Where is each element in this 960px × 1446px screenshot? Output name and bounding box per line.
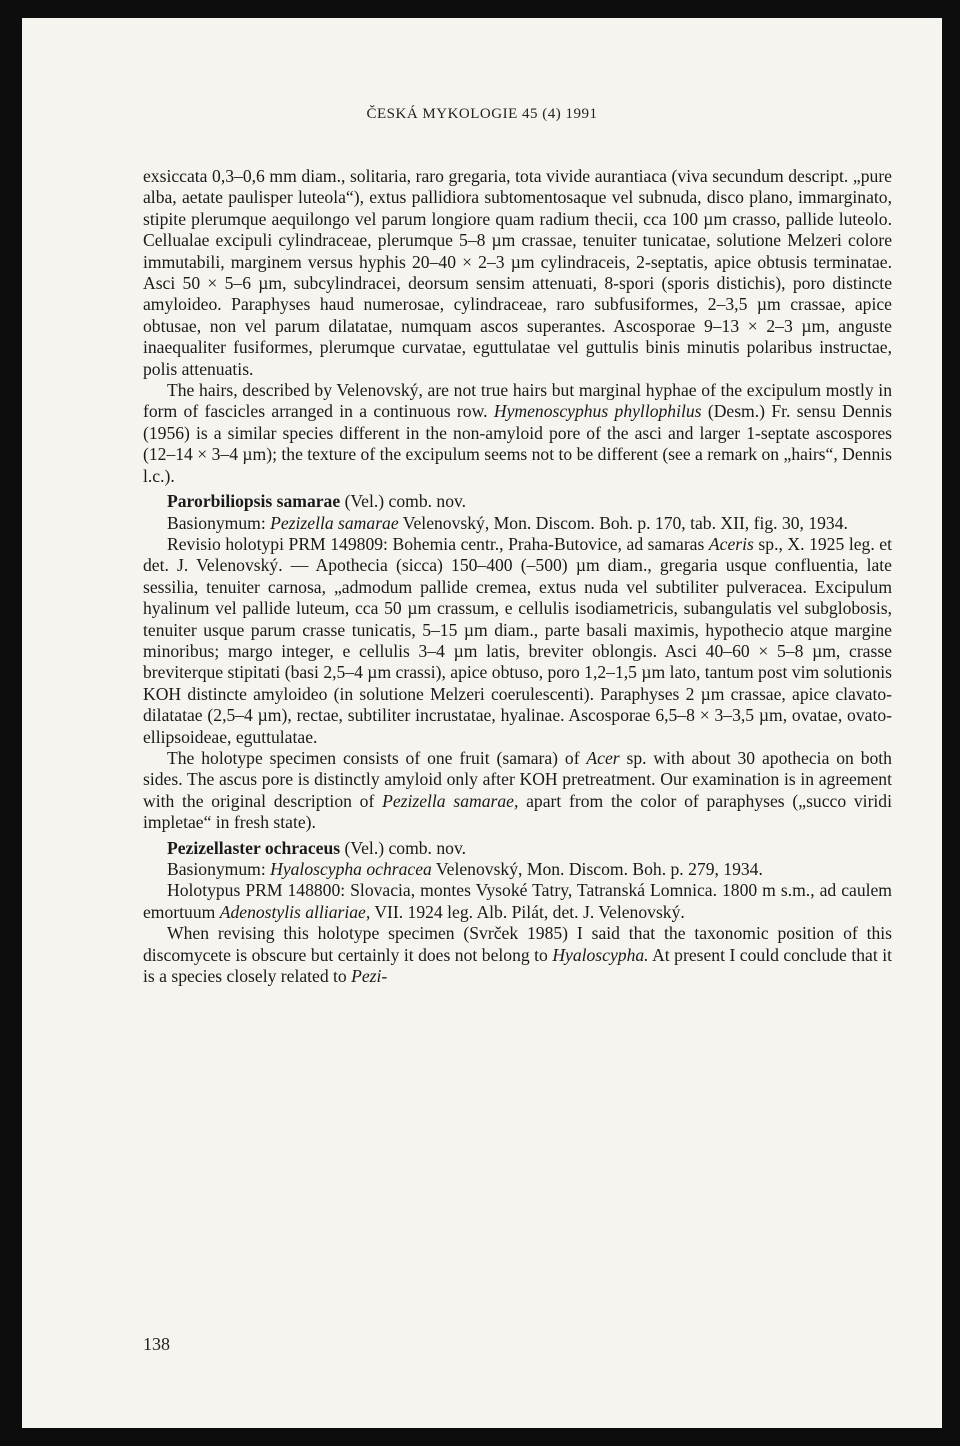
species-name: Parorbiliopsis samarae [167,491,341,512]
taxon-name: Hymenoscyphus phyllophilus [493,401,702,422]
holotypus-entry: Holotypus PRM 148800: Slovacia, montes Vysoké Tatry, Tatranská Lomnica. 1800 m s.m., ad caulem emortuum Adenostylis alliariae, VII. 1924 leg. Alb. Pilát, det. J. Velenovský. [143,880,892,922]
paragraph-revising: When revising this holotype specimen (Svrček 1985) I said that the taxonomic position of this discomycete is obscure but certainly it does not belong to Hyaloscypha. At present I could conclude that it is a species closely related to Pezi- [143,923,892,987]
species-heading-pezizellaster: Pezizellaster ochraceus (Vel.) comb. nov. [167,837,467,858]
running-head: ČESKÁ MYKOLOGIE 45 (4) 1991 [366,106,598,122]
page [22,18,942,1428]
basionym-hyaloscypha: Basionymum: Hyaloscypha ochracea Velenovský, Mon. Discom. Boh. p. 279, 1934. [167,859,763,879]
species-name: Pezizellaster ochraceus [167,837,341,858]
basionym-pezizella: Basionymum: Pezizella samarae Velenovský, Mon. Discom. Boh. p. 170, tab. XII, fig. 30, 1934. [167,512,848,533]
paragraph-holotype-specimen: The holotype specimen consists of one fruit (samara) of Acer sp. with about 30 apothecia on both sides. The ascus pore is distinctly amyloid only after KOH pretreatment. Our examination is in agreement with the original description of Pezizella samarae, apart from the color of paraphyses („succo viridi impletae“ in fresh state). [143,747,892,833]
page-number: 138 [143,1334,170,1354]
revisio-holotypi: Revisio holotypi PRM 149809: Bohemia centr., Praha-Butovice, ad samaras Aceris sp., X. 1925 leg. et det. J. Velenovský. — Apothecia (sicca) 150–400 (–500) µm diam., gregaria usque confluentia, late sessilia, tenuiter carnosa, „admodum pallide cremea, extus nuda vel subtiliter pulveracea. Excipulum hyalinum vel pallide luteum, cca 50 µm crassum, e cellulis isodiametricis, subangulatis vel subglobosis, tenuiter usque parum crasse tunicatis, 5–15 µm diam., parte basali maximis, hypothecio atque margine minoribus; margo integer, e cellulis 3–4 µm latis, breviter oblongis. Asci 40–60 × 5–8 µm, crasse breviterque stipitati (basi 2,5–4 µm crassi), apice obtuso, poro 1,2–1,5 µm lato, tantum post vim solutionis KOH distincte amyloideo (in solutione Melzeri coerulescenti). Paraphyses 2 µm crassae, apice clavato-dilatatae (2,5–4 µm), rectae, subtiliter incrustatae, hyalinae. Ascosporae 6,5–8 × 3–3,5 µm, ovatae, ovato-ellipsoideae, eguttulatae. [143,533,892,747]
paragraph-hairs: The hairs, described by Velenovský, are not true hairs but marginal hyphae of the excipulum mostly in form of fascicles arranged in a continuous row. Hymenoscyphus phyllophilus (Desm.) Fr. sensu Dennis (1956) is a similar species different in the non-amyloid pore of the asci and larger 1-septate ascospores (12–14 × 3–4 µm); the texture of the excipulum seems not to be different (see a remark on „hairs“, Dennis l.c.). [143,380,892,486]
species-heading-parorbiliopsis: Parorbiliopsis samarae (Vel.) comb. nov. [167,491,467,512]
latin-description-continued: exsiccata 0,3–0,6 mm diam., solitaria, raro gregaria, tota vivide aurantiaca (viva secundum descript. „pure alba, aetate paulisper luteola“), extus pallidiora subtomentosaque vel subnuda, disco plano, immarginato, stipite plerumque aequilongo vel parum longiore quam radium thecii, cca 100 µm crasso, pallide luteolo. Cellualae excipuli cylindraceae, plerumque 5–8 µm crassae, tenuiter tunicatae, solutione Melzeri colore immutabili, marginem versus hyphis 20–40 × 2–3 µm cylindraceis, 2-septatis, apice obtusis terminatae. Asci 50 × 5–6 µm, subcylindracei, deorsum sensim attenuati, 8-spori (sporis distichis), poro distincte amyloideo. Paraphyses haud numerosae, cylindraceae, raro subfusiformes, 2–3,5 µm crassae, apice obtusae, non vel parum dilatatae, numquam ascos superantes. Ascosporae 9–13 × 2–3 µm, anguste inaequaliter fusiformes, plerumque curvatae, eguttulatae vel guttulis binis minutis polaribus instructae, polis attenuatis. [143,166,892,379]
body-text [143,166,892,987]
